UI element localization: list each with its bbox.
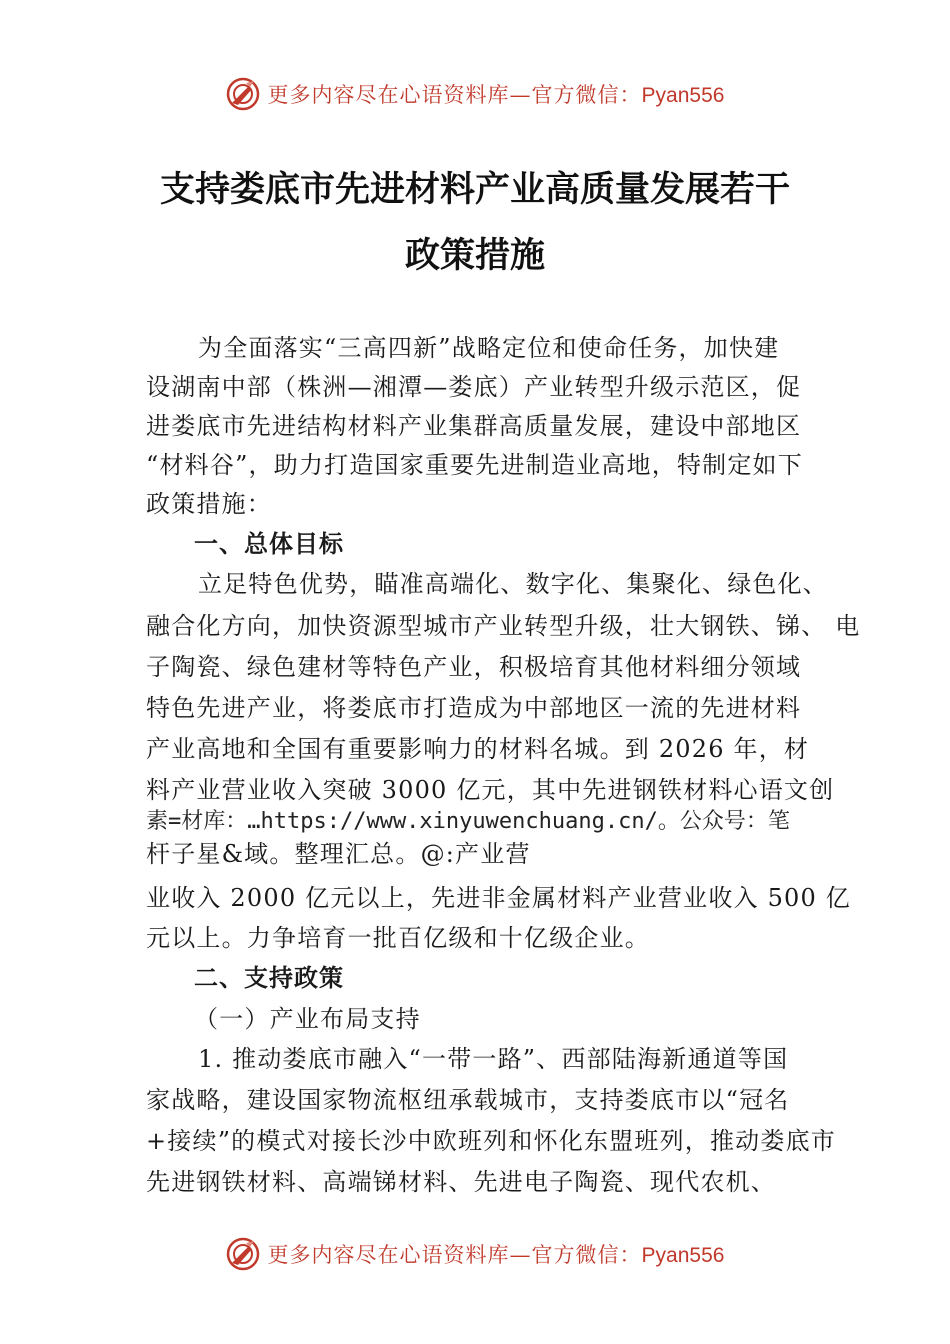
logo-icon	[226, 77, 260, 111]
paragraph-line: 特色先进产业，将娄底市打造成为中部地区一流的先进材料	[146, 694, 802, 722]
paragraph-line: 1. 推动娄底市融入“一带一路”、西部陆海新通道等国	[198, 1045, 789, 1073]
paragraph-line: “材料谷”，助力打造国家重要先进制造业高地，特制定如下	[146, 451, 803, 479]
paragraph-line: 业收入 2000 亿元以上，先进非金属材料产业营业收入 500 亿	[146, 884, 852, 912]
paragraph-line: 先进钢铁材料、高端锑材料、先进电子陶瓷、现代农机、	[146, 1168, 776, 1196]
paragraph-line: 元以上。力争培育一批百亿级和十亿级企业。	[146, 924, 650, 952]
paragraph-line: 料产业营业收入突破 3000 亿元，其中先进钢铁材料心语文创	[146, 776, 835, 804]
header-watermark-banner	[0, 72, 950, 116]
paragraph-line: 立足特色优势，瞄准高端化、数字化、集聚化、绿色化、	[198, 570, 828, 598]
paragraph-line: 产业高地和全国有重要影响力的材料名城。到 2026 年，材	[146, 735, 810, 763]
paragraph-line: +接续”的模式对接长沙中欧班列和怀化东盟班列，推动娄底市	[146, 1127, 836, 1155]
document-title-line-2: 政策措施	[404, 236, 545, 276]
document-title-line-1: 支持娄底市先进材料产业高质量发展若干	[159, 170, 790, 210]
paragraph-line: 子陶瓷、绿色建材等特色产业，积极培育其他材料细分领域	[146, 653, 802, 681]
banner-text: 更多内容尽在心语资料库—官方微信：Pyan556	[267, 1243, 725, 1267]
inserted-watermark-line: 杆子星&域。整理汇总。@:产业营	[146, 840, 531, 868]
banner-text: 更多内容尽在心语资料库—官方微信：Pyan556	[267, 83, 725, 107]
paragraph-line: 设湖南中部（株洲—湘潭—娄底）产业转型升级示范区，促	[146, 373, 802, 401]
footer-watermark-banner	[0, 1232, 950, 1276]
section-heading-1: 一、总体目标	[194, 530, 344, 558]
section-heading-2: 二、支持政策	[194, 964, 344, 992]
paragraph-line: 融合化方向，加快资源型城市产业转型升级，壮大钢铁、锑、 电	[146, 612, 861, 640]
paragraph-line: 进娄底市先进结构材料产业集群高质量发展，建设中部地区	[146, 412, 802, 440]
paragraph-line: 为全面落实“三高四新”战略定位和使命任务，加快建	[198, 334, 780, 362]
wechat-id: Pyan556	[641, 1244, 725, 1267]
wechat-id: Pyan556	[641, 84, 725, 107]
inserted-watermark-line: 素=材库：…https://www.xinyuwenchuang.cn/。公众号：笔	[146, 809, 790, 834]
subsection-heading: （一）产业布局支持	[194, 1005, 421, 1033]
paragraph-line: 政策措施：	[146, 490, 272, 518]
paragraph-line: 家战略，建设国家物流枢纽承载城市，支持娄底市以“冠名	[146, 1086, 790, 1114]
logo-icon	[226, 1237, 260, 1271]
